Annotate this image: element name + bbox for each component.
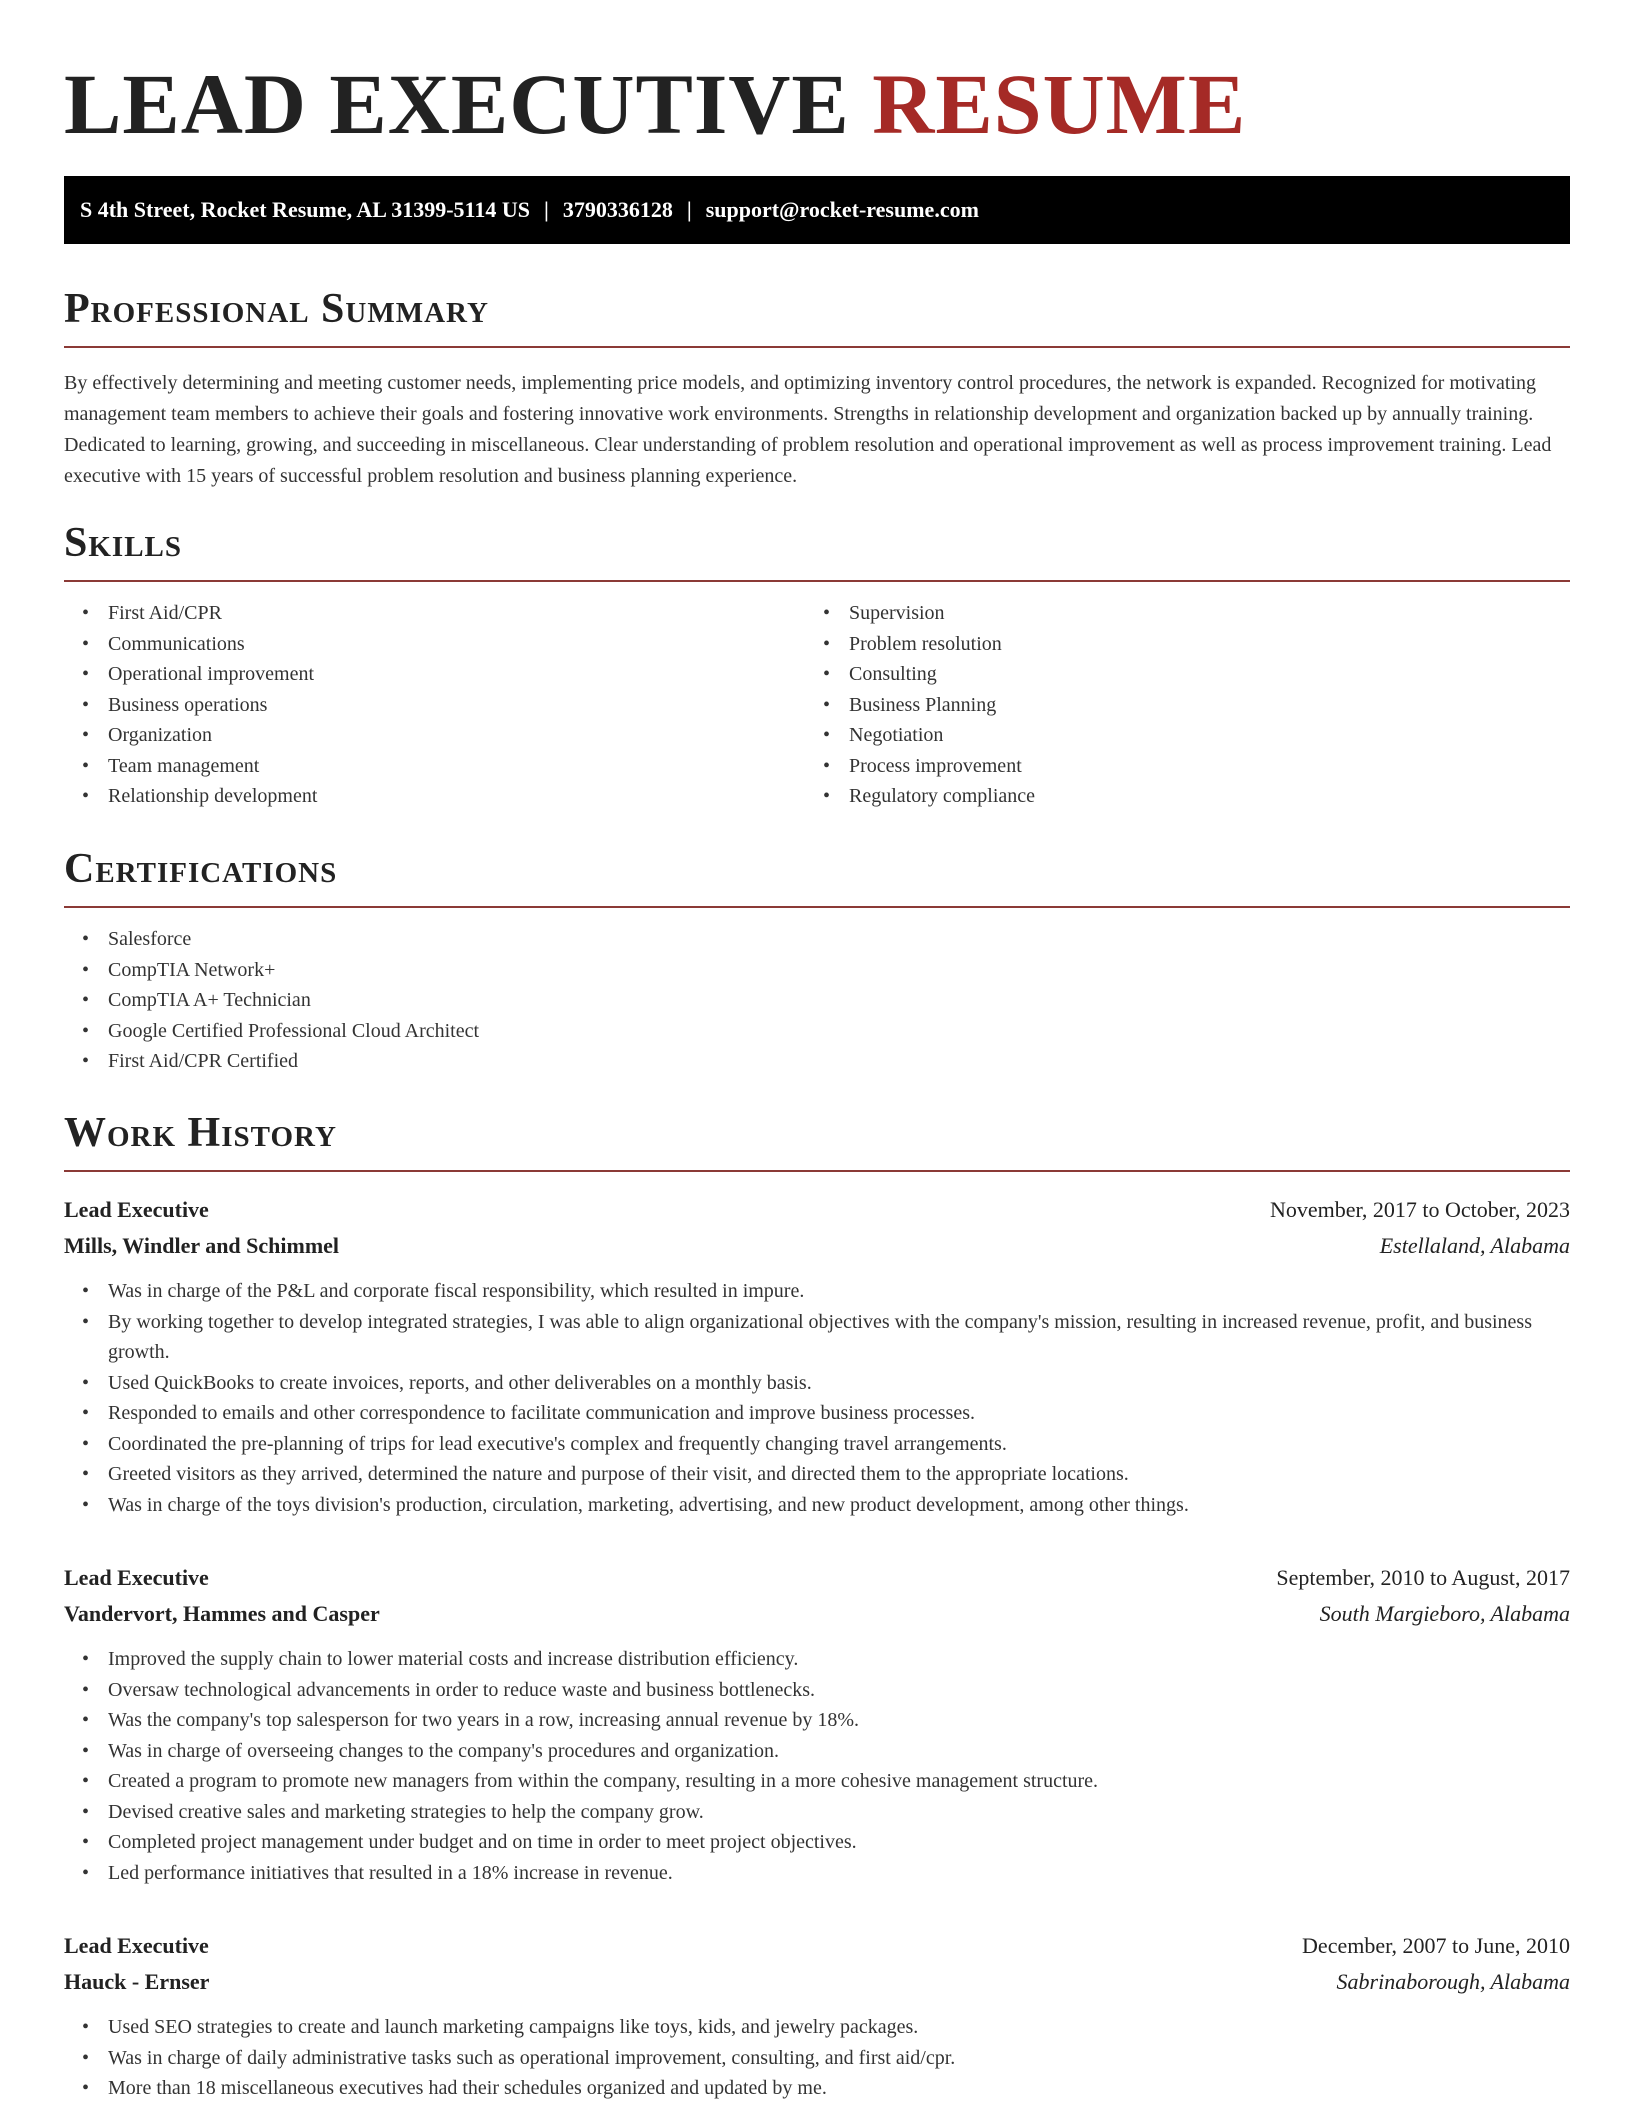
skill-item: • Relationship development (64, 781, 805, 812)
skills-heading: Skills (64, 520, 183, 566)
summary-section (64, 284, 1570, 492)
job-entry (64, 1928, 1570, 2104)
skill-item: • Negotiation (805, 720, 1546, 751)
job-bullet: • By working together to develop integrated strategies, I was able to align organizational objectives with the company's mission, resulting in increased revenue, profit, and business growth. (64, 1307, 1570, 1368)
job-header-row (64, 1928, 1570, 1964)
section-divider (64, 1170, 1570, 1172)
section-divider (64, 580, 1570, 582)
job-entry (64, 1560, 1570, 1888)
job-bullets (64, 1644, 1570, 1888)
job-bullet: • Coordinated the pre-planning of trips for lead executive's complex and frequently changing travel arrangements. (64, 1429, 1570, 1460)
skill-item: • Team management (64, 751, 805, 782)
certification-item: • Salesforce (64, 924, 1570, 955)
job-company-row (64, 1964, 1570, 2000)
job-bullet: • Was in charge of overseeing changes to the company's procedures and organization. (64, 1736, 1570, 1767)
job-bullet: • Created a program to promote new managers from within the company, resulting in a more cohesive management structure. (64, 1766, 1570, 1797)
skill-item: • Regulatory compliance (805, 781, 1546, 812)
job-header-row (64, 1560, 1570, 1596)
resume-title (64, 56, 1246, 152)
job-bullet: • Was the company's top salesperson for two years in a row, increasing annual revenue by 18%. (64, 1705, 1570, 1736)
skill-item: • Organization (64, 720, 805, 751)
job-bullet: • Responded to emails and other correspondence to facilitate communication and improve business processes. (64, 1398, 1570, 1429)
job-dates: December, 2007 to June, 2010 (1302, 1933, 1570, 1958)
job-bullet: • Was in charge of the P&L and corporate fiscal responsibility, which resulted in impure. (64, 1276, 1570, 1307)
skills-columns (64, 598, 1570, 812)
skill-item: • First Aid/CPR (64, 598, 805, 629)
skill-item: • Business operations (64, 690, 805, 721)
job-company: Vandervort, Hammes and Casper (64, 1601, 380, 1626)
section-divider (64, 346, 1570, 348)
certifications-list (64, 924, 1570, 1077)
job-title: Lead Executive (64, 1197, 209, 1222)
skills-list-right (805, 598, 1546, 812)
certification-item: • CompTIA Network+ (64, 955, 1570, 986)
contact-bar (64, 176, 1570, 244)
job-location: South Margieboro, Alabama (1319, 1601, 1570, 1626)
contact-separator: | (543, 197, 549, 222)
title-accent: RESUME (872, 56, 1247, 152)
job-location: Estellaland, Alabama (1379, 1233, 1570, 1258)
summary-text: By effectively determining and meeting customer needs, implementing price models, and optimizing inventory control procedures, the network is expanded. Recognized for motivating management team members to achieve their goals and fostering innovative work environments. Strengths in relationship development and organization backed up by annually training. Dedicated to learning, growing, and succeeding in miscellaneous. Clear understanding of problem resolution and operational improvement as well as process improvement training. Lead executive with 15 years of successful problem resolution and business planning experience. (64, 372, 1552, 487)
job-entry (64, 1192, 1570, 1520)
section-divider (64, 906, 1570, 908)
skill-item: • Consulting (805, 659, 1546, 690)
job-bullet: • Was in charge of daily administrative tasks such as operational improvement, consulting, and first aid/cpr. (64, 2043, 1570, 2074)
job-bullet: • Used SEO strategies to create and launch marketing campaigns like toys, kids, and jewelry packages. (64, 2012, 1570, 2043)
job-bullet: • Was in charge of the toys division's production, circulation, marketing, advertising, and new product development, among other things. (64, 1490, 1570, 1521)
certification-item: • CompTIA A+ Technician (64, 985, 1570, 1016)
contact-email[interactable]: support@rocket-resume.com (705, 197, 979, 222)
contact-phone: 3790336128 (562, 197, 673, 222)
job-bullet: • Improved the supply chain to lower material costs and increase distribution efficiency. (64, 1644, 1570, 1675)
job-dates: November, 2017 to October, 2023 (1269, 1197, 1570, 1222)
certification-item: • First Aid/CPR Certified (64, 1046, 1570, 1077)
skill-item: • Communications (64, 629, 805, 660)
job-title: Lead Executive (64, 1565, 209, 1590)
job-company: Hauck - Ernser (64, 1969, 210, 1994)
summary-heading: Professional Summary (64, 286, 489, 332)
job-bullet: • Used QuickBooks to create invoices, reports, and other deliverables on a monthly basis. (64, 1368, 1570, 1399)
skill-item: • Process improvement (805, 751, 1546, 782)
skill-item: • Business Planning (805, 690, 1546, 721)
job-bullets (64, 2012, 1570, 2104)
certifications-section (64, 844, 1570, 1077)
job-bullet: • Devised creative sales and marketing strategies to help the company grow. (64, 1797, 1570, 1828)
certification-item: • Google Certified Professional Cloud Architect (64, 1016, 1570, 1047)
job-header-row (64, 1192, 1570, 1228)
contact-address: S 4th Street, Rocket Resume, AL 31399-5114 US (80, 197, 530, 222)
job-bullet: • Oversaw technological advancements in order to reduce waste and business bottlenecks. (64, 1675, 1570, 1706)
job-bullet: • Greeted visitors as they arrived, determined the nature and purpose of their visit, and directed them to the appropriate locations. (64, 1459, 1570, 1490)
title-main: LEAD EXECUTIVE (64, 56, 850, 152)
job-bullet: • Completed project management under budget and on time in order to meet project objectives. (64, 1827, 1570, 1858)
job-company-row (64, 1596, 1570, 1632)
job-bullet: • More than 18 miscellaneous executives had their schedules organized and updated by me. (64, 2073, 1570, 2104)
skill-item: • Supervision (805, 598, 1546, 629)
job-bullets (64, 1276, 1570, 1520)
skill-item: • Problem resolution (805, 629, 1546, 660)
skills-section (64, 518, 1570, 812)
job-title: Lead Executive (64, 1933, 209, 1958)
work-history-section (64, 1108, 1570, 2104)
job-location: Sabrinaborough, Alabama (1336, 1969, 1570, 1994)
job-company: Mills, Windler and Schimmel (64, 1233, 340, 1258)
skill-item: • Operational improvement (64, 659, 805, 690)
job-bullet: • Led performance initiatives that resulted in a 18% increase in revenue. (64, 1858, 1570, 1889)
contact-separator: | (686, 197, 692, 222)
work-history-heading: Work History (64, 1110, 337, 1156)
job-company-row (64, 1228, 1570, 1264)
skills-list-left (64, 598, 805, 812)
certifications-heading: Certifications (64, 846, 338, 892)
job-dates: September, 2010 to August, 2017 (1276, 1565, 1570, 1590)
